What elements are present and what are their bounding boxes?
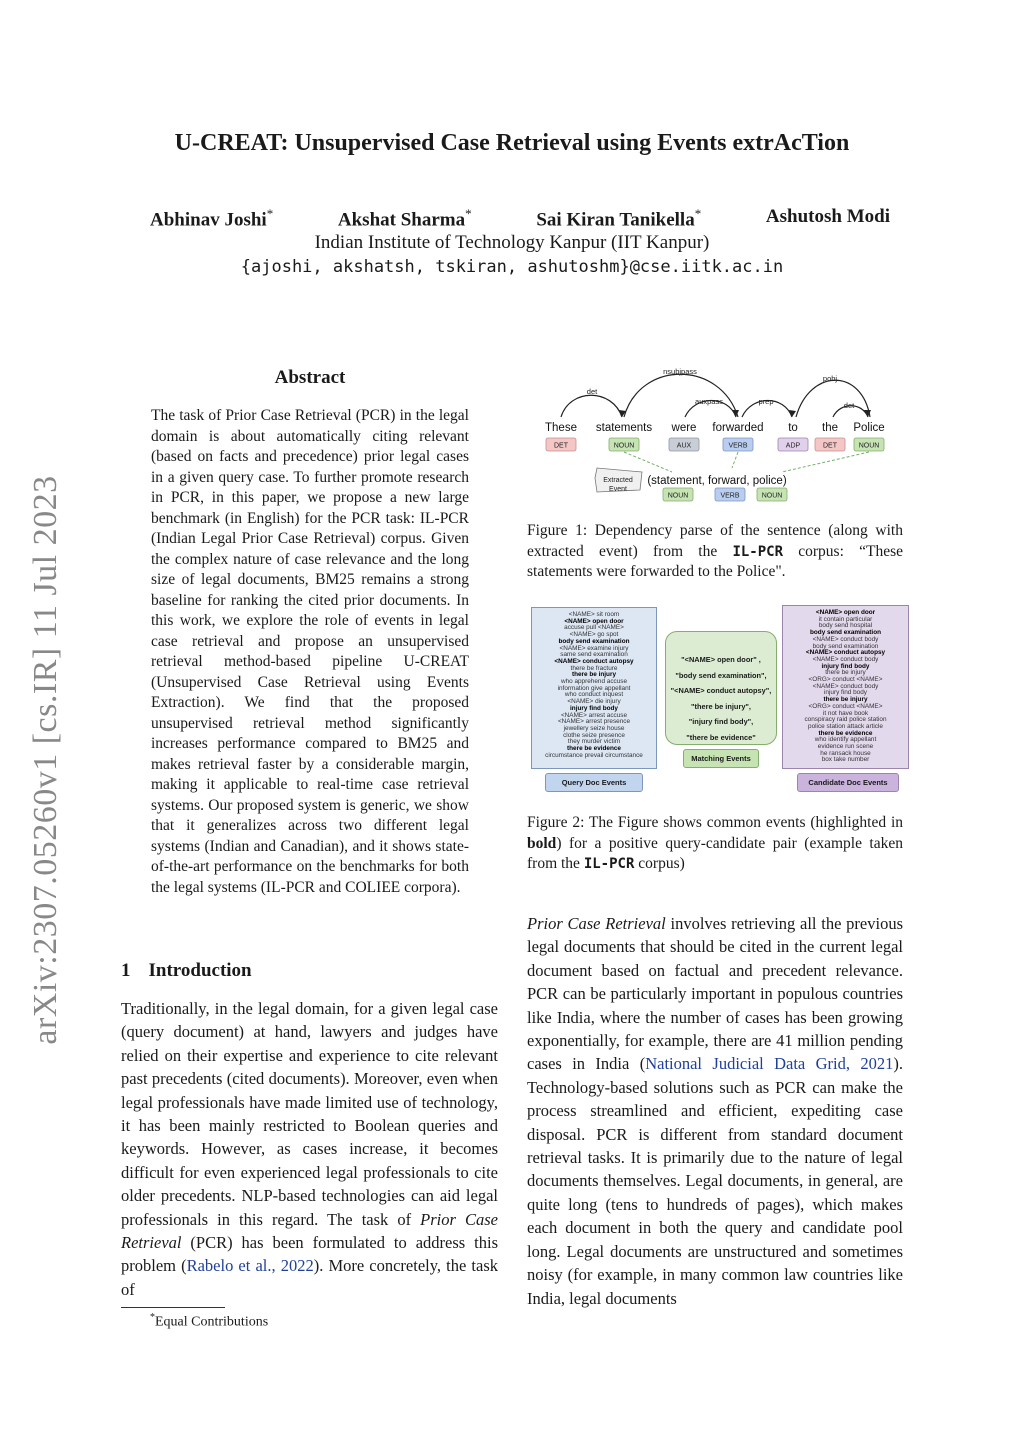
- query-event-line: information give appellant: [557, 684, 631, 692]
- arc-label-prep: prep: [758, 397, 774, 406]
- figure-1-dependency-parse: [527, 360, 911, 510]
- citation-link[interactable]: Rabelo et al., 2022: [186, 1256, 314, 1276]
- svg-text:ADP: ADP: [785, 442, 801, 450]
- paper-title: U-CREAT: Unsupervised Case Retrieval using Events extrAcTion: [174, 130, 850, 156]
- token-these: These: [545, 422, 577, 434]
- author-list: [150, 206, 890, 231]
- candidate-event-line: body send hospital: [818, 622, 873, 630]
- candidate-event-line: injury find body: [824, 689, 867, 697]
- token-the: the: [822, 422, 838, 434]
- candidate-event-line: it contain particular: [818, 615, 873, 623]
- candidate-event-line: evidence run scene: [817, 743, 874, 751]
- arc-label-pobj: pobj: [822, 374, 838, 383]
- query-event-line: who conduct inquest: [564, 691, 624, 699]
- svg-text:VERB: VERB: [728, 442, 748, 450]
- svg-text:NOUN: NOUN: [858, 442, 880, 450]
- abstract-heading: Abstract: [274, 367, 346, 388]
- figure-1-caption: Figure 1: Dependency parse of the sentence (along with extracted event) from the IL-PCR corpus: “These statements were forwarded to the Police".: [527, 522, 903, 580]
- candidate-event-line: there be injury: [825, 669, 866, 677]
- arc-nsubjpass: [624, 374, 738, 417]
- abstract-text: The task of Prior Case Retrieval (PCR) in the legal domain is about automatically citing relevant (based on facts and precedence) prior legal cases in a given query case. To further promote research in PCR, in this paper, we propose a new large benchmark (in English) for the PCR task: IL-PCR (Indian Legal Prior Case Retrieval) corpus. Given the complex nature of case relevance and the long size of legal documents, BM25 remains a strong baseline for ranking the cited prior documents. In this work, we explore the role of events in legal case retrieval and propose an unsupervised retrieval method-based pipeline U-CREAT (Unsupervised Case Retrieval using Events Extraction). We find that the proposed unsupervised retrieval method significantly increases performance compared to BM25 and makes retrieval faster by a considerable margin, making it applicable to real-time case retrieval systems. Our proposed system is generic, we show that it generalizes across two different legal systems (Indian and Canadian), and it shows state-of-the-art performance on the benchmarks for both the legal systems (IL-PCR and COLIEE corpora).: [151, 407, 469, 896]
- author-1: Abhinav Joshi*: [150, 206, 274, 231]
- candidate-event-line: <ORG> conduct <NAME>: [808, 676, 883, 684]
- query-doc-panel: [531, 607, 657, 769]
- token-forwarded: forwarded: [712, 422, 764, 434]
- candidate-event-line: conspiracy raid police station: [804, 716, 887, 724]
- author-2: Akshat Sharma*: [337, 206, 472, 231]
- matching-event-line: "there be injury",: [691, 701, 751, 711]
- candidate-event-line: <NAME> conduct autopsy: [805, 649, 886, 657]
- token-statements: statements: [595, 422, 653, 434]
- arc-label-auxpass: auxpass: [695, 397, 723, 406]
- right-column-paragraph: Prior Case Retrieval involves retrieving all the previous legal documents that should be cited in the current legal document based on factual and precedent relevance. PCR can be particularly important in populous countries like India, where the number of cases has been growing exponentially, for example, there are 41 million pending cases in India (National Judicial Data Grid, 2021). Technology-based solutions such as PCR can make the process streamlined and efficient, expediting case disposal. PCR is different from standard document retrieval tasks. It is primarily due to the nature of legal documents themselves. Legal documents, in general, are quite long (tens to hundreds of pages), which makes each document in both the query and candidate pool long. Legal documents are unstructured and sometimes noisy (for example, in many common law countries like India, legal documents: [527, 914, 904, 1308]
- query-event-line: <NAME> arrest presence: [557, 718, 631, 726]
- query-event-line: injury find body: [570, 704, 618, 712]
- query-event-line: <NAME> go spot: [569, 631, 619, 639]
- candidate-event-line: there be injury: [823, 696, 868, 704]
- arc-label-nsubjpass: nsubjpass: [663, 367, 697, 376]
- footnote-rule: [121, 1307, 225, 1308]
- svg-text:NOUN: NOUN: [613, 442, 635, 450]
- author-3: Sai Kiran Tanikella*: [536, 206, 702, 231]
- matching-event-line: "body send examination",: [675, 670, 767, 680]
- matching-event-line: "there be evidence": [686, 732, 756, 742]
- svg-text:Extracted: Extracted: [603, 477, 633, 484]
- matching-event-line: "injury find body",: [688, 717, 754, 727]
- figure-2-caption: Figure 2: The Figure shows common events (highlighted in bold) for a positive query-candidate pair (example taken from the IL-PCR corpus): [527, 814, 903, 872]
- candidate-event-line: who identify appellant: [814, 736, 877, 744]
- query-event-line: jewellery seize house: [563, 724, 625, 732]
- matching-events-panel: [665, 631, 777, 745]
- candidate-event-line: <NAME> conduct body: [812, 682, 879, 690]
- candidate-doc-label: Candidate Doc Events: [797, 773, 899, 792]
- svg-text:AUX: AUX: [676, 442, 692, 450]
- matching-event-line: "<NAME> conduct autopsy",: [670, 686, 772, 696]
- candidate-event-line: <ORG> conduct <NAME>: [808, 702, 883, 710]
- query-event-line: who apprehend accuse: [560, 678, 628, 686]
- arc-pobj: [796, 380, 870, 417]
- query-event-line: circumstance prevail circumstance: [545, 751, 643, 759]
- candidate-event-line: <NAME> conduct body: [812, 635, 879, 643]
- query-event-line: clothe seize presence: [563, 731, 625, 739]
- candidate-event-line: <NAME> open door: [815, 609, 876, 616]
- candidate-event-line: box take number: [821, 756, 870, 764]
- query-event-line: there be injury: [571, 671, 617, 679]
- citation-link-2[interactable]: National Judicial Data Grid, 2021: [645, 1054, 894, 1074]
- candidate-event-line: police station attack article: [808, 722, 883, 730]
- svg-text:NOUN: NOUN: [667, 492, 689, 500]
- section-heading: 1 Introduction: [121, 960, 252, 981]
- arxiv-stamp: arXiv:2307.05260v1 [cs.IR] 11 Jul 2023: [27, 475, 64, 1045]
- svg-text:DET: DET: [554, 442, 568, 450]
- query-event-line: they murder victim: [567, 738, 621, 746]
- query-event-line: <NAME> conduct autopsy: [554, 657, 634, 665]
- query-event-line: <NAME> die injury: [567, 698, 621, 706]
- query-doc-label: Query Doc Events: [545, 773, 643, 792]
- query-event-line: <NAME> open door: [564, 617, 624, 625]
- email-line: {ajoshi, akshatsh, tskiran, ashutoshm}@cse.iitk.ac.in: [240, 257, 784, 277]
- query-event-line: body send examination: [558, 637, 630, 645]
- query-event-line: same send examination: [560, 651, 628, 659]
- token-police: Police: [853, 422, 885, 434]
- matching-event-line: "<NAME> open door" ,: [681, 655, 761, 664]
- query-event-line: there be evidence: [567, 745, 621, 753]
- candidate-event-line: <NAME> conduct body: [812, 655, 879, 663]
- affiliation: Indian Institute of Technology Kanpur (IIT Kanpur): [314, 232, 710, 253]
- query-event-line: <NAME> examine injury: [559, 644, 629, 652]
- candidate-event-line: it not have book: [822, 709, 869, 717]
- candidate-event-line: body send examination: [809, 629, 882, 637]
- token-to: to: [788, 422, 798, 434]
- query-event-line: <NAME> arrest accuse: [560, 711, 628, 719]
- candidate-event-line: body send examination: [812, 642, 879, 650]
- query-event-line: <NAME> sit room: [568, 611, 620, 618]
- candidate-doc-panel: [782, 605, 909, 769]
- candidate-event-line: there be evidence: [818, 729, 873, 737]
- svg-text:DET: DET: [823, 442, 837, 450]
- footnote: *Equal Contributions: [150, 1312, 269, 1330]
- svg-text:Event: Event: [609, 486, 627, 493]
- candidate-event-line: he ransack house: [820, 749, 871, 757]
- arc-label-det: det: [586, 387, 598, 396]
- candidate-event-line: injury find body: [821, 662, 870, 670]
- query-event-line: accuse pull <NAME>: [564, 624, 624, 632]
- figure-2-event-matching: [527, 603, 911, 795]
- intro-paragraph: Traditionally, in the legal domain, for a given legal case (query document) at hand, lawyers and judges have relied on their expertise and experience to cite relevant past precedents (cited documents). Moreover, even when legal professionals have made limited use of technology, it has been mainly restricted to Boolean queries and keywords. However, as cases increase, it becomes difficult for even experienced legal professionals to cite older precedents. NLP-based technologies can aid legal professionals in this regard. The task of Prior Case Retrieval (PCR) has been formulated to address this problem (Rabelo et al., 2022). More concretely, the task of: [121, 999, 498, 1299]
- matching-events-label: Matching Events: [683, 749, 759, 768]
- token-were: were: [671, 422, 697, 434]
- svg-text:VERB: VERB: [720, 492, 740, 500]
- arc-label-det-2: det: [843, 401, 855, 410]
- event-tuple: (statement, forward, police): [647, 475, 787, 487]
- svg-text:NOUN: NOUN: [761, 492, 783, 500]
- query-event-line: there be fracture: [570, 664, 618, 672]
- author-4: Ashutosh Modi: [765, 206, 890, 227]
- arc-det-1: [561, 395, 622, 417]
